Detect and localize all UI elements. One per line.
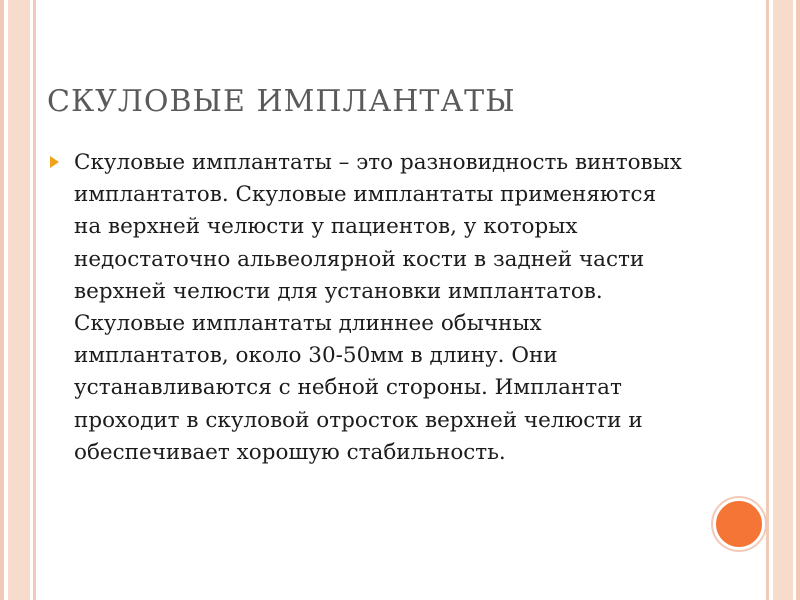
bullet-list bbox=[50, 147, 690, 469]
bullet-triangle-icon bbox=[50, 156, 59, 168]
bullet-text: Скуловые имплантаты – это разновидность винтовых имплантатов. Скуловые имплантаты применяются на верхней челюсти у пациентов, у которых недостаточно альвеолярной кости в задней части верхней челюсти для установки имплантатов. Скуловые имплантаты длиннее обычных имплантатов, около 30-50мм в длину. Они устанавливаются с небной стороны. Имплантат проходит в скуловой отросток верхней челюсти и обеспечивает хорошую стабильность. bbox=[74, 150, 682, 465]
left-decor-stripe bbox=[8, 0, 30, 600]
left-decor-stripe bbox=[0, 0, 4, 600]
right-decor-stripe bbox=[796, 0, 800, 600]
bullet-item bbox=[50, 147, 690, 469]
right-decor-stripe bbox=[773, 0, 793, 600]
orange-circle-decoration bbox=[713, 498, 765, 550]
left-decor-stripe bbox=[33, 0, 36, 600]
slide-title: СКУЛОВЫЕ ИМПЛАНТАТЫ bbox=[47, 84, 516, 119]
right-decor-stripe bbox=[766, 0, 769, 600]
